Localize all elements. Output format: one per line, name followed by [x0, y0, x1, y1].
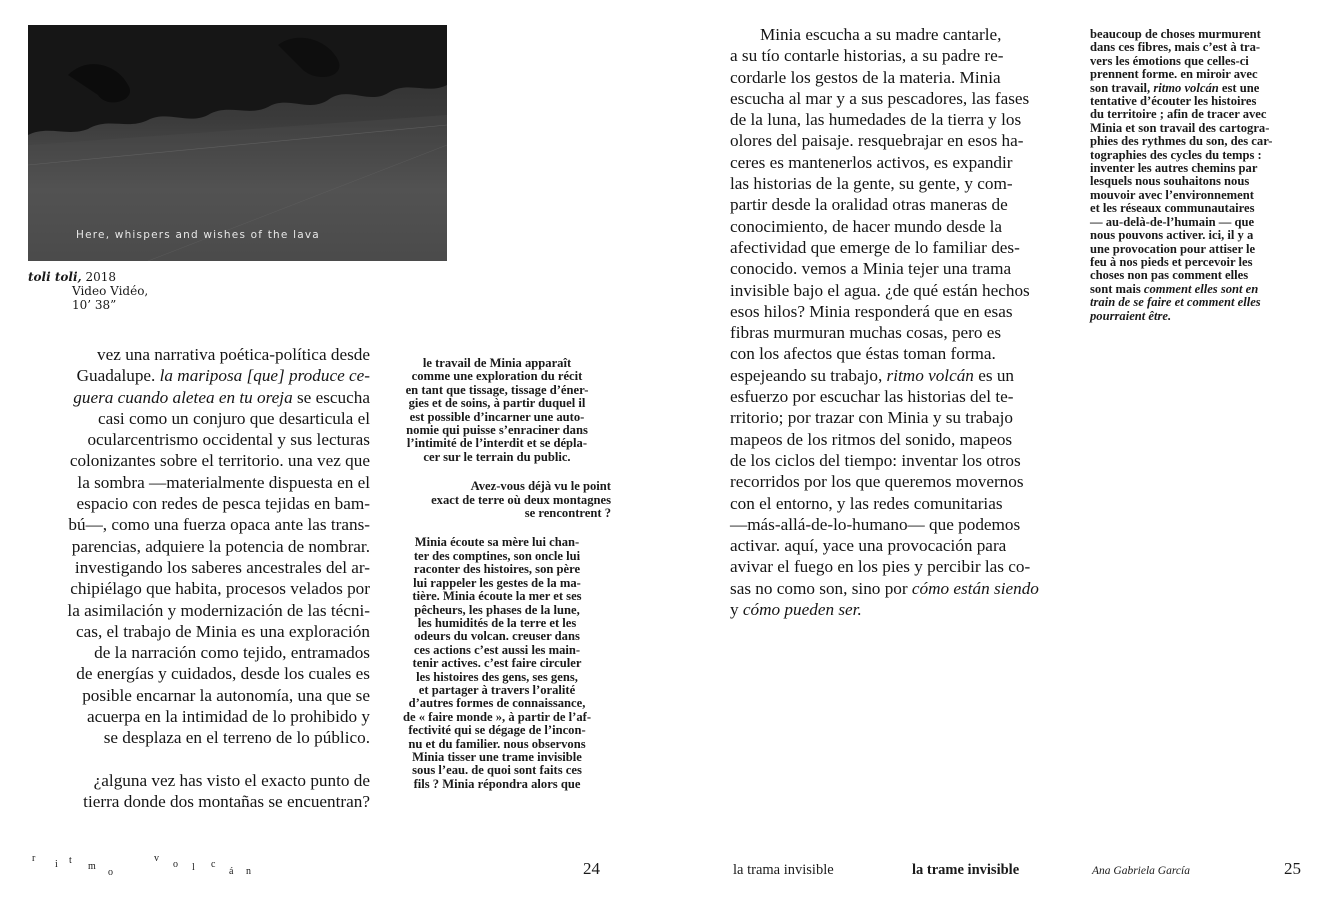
- running-title-fr: la trame invisible: [912, 862, 1020, 878]
- spanish-column-left: [28, 344, 370, 812]
- paragraph: Minia écoute sa mère lui chan- ter des comptines, son oncle lui raconter des histoires, son père lui rappeler les gestes de la ma- tière. Minia écoute la mer et ses pêcheurs, les phases de la lune, les humidités de la terre et les odeurs du volcan. creuser dans ces actions c’est aussi les main- tenir actives. c’est faire circuler les histoires des gens, ses gens, et partager à travers l’oralité d’autres formes de connaissance, de « faire monde », à partir de l’af- fectivité qui se dégage de l’incon- nu et du familier. nous observons Minia tisser une trame invisible sous l’eau. de quoi sont faits ces fils ? Minia répondra alors que: [402, 535, 592, 791]
- author-name: Ana Gabriela García: [1092, 865, 1190, 877]
- video-subtitle: Here, whispers and wishes of the lava: [76, 229, 320, 241]
- spanish-column-right: [730, 24, 1068, 620]
- page-number-right: 25: [1284, 859, 1301, 878]
- work-duration: 10’ 38”: [72, 298, 117, 312]
- paragraph: Minia escucha a su madre cantarle, a su tío contarle historias, a su padre re- cordarle los gestos de la materia. Minia escucha al mar y a sus pescadores, las fases de la luna, las humedades de la tierra y los olores del paisaje. resquebrajar en esos ha- ceres es mantenerlos activos, es expandir las historias de la gente, su gente, y com- partir desde la oralidad otras maneras de conocimiento, de hacer mundo desde la afectividad que emerge de lo familiar des- conocido. vemos a Minia tejer una trama invisible bajo el agua. ¿de qué están hechos esos hilos? Minia responderá que en esas fibras murmuran muchas cosas, pero es con los afectos que éstas toman forma. espejeando su trabajo, ritmo volcán es un esfuerzo por escuchar las historias del te- rritorio; por trazar con Minia y su trabajo mapeos de los ritmos del sonido, mapeos de los ciclos del tiempo: inventar los otros recorridos por los que queremos movernos con el entorno, y las redes comunitarias —más-allá-de-lo-humano— que podemos activar. aquí, yace una provocación para avivar el fuego en los pies y percibir las co- sas no como son, sino por cómo están siendo y cómo pueden ser.: [730, 25, 1039, 620]
- page-number-left: 24: [583, 859, 600, 878]
- running-title-es: la trama invisible: [733, 862, 834, 878]
- work-year: 2018: [81, 270, 117, 284]
- paragraph: beaucoup de choses murmurent dans ces fibres, mais c’est à tra- vers les émotions que celles-ci prennent forme. en miroir avec son travail, ritmo volcán est une tentative d’écouter les histoires du territoire ; afin de tracer avec Minia et son travail des cartogra- phies des rythmes du son, des car- tographies des cycles du temps : inventer les autres chemins par lesquels nous souhaitons nous mouvoir avec l’environnement et les réseaux communautaires — au-delà-de-l’humain — que nous pouvons activer. ici, il y a une provocation pour attiser le feu à nos pieds et percevoir les choses non pas comment elles sont mais comment elles sont en train de se faire et comment elles pourraient être.: [1090, 27, 1273, 323]
- figure-caption: [28, 270, 148, 312]
- question-paragraph: ¿alguna vez has visto el exacto punto de tierra donde dos montañas se encuentran?: [83, 770, 370, 811]
- work-title: toli toli,: [28, 270, 82, 284]
- paragraph: vez una narrativa poética-política desde Guadalupe. la mariposa [que] produce ce- guera cuando aletea en tu oreja se escucha casi como un conjuro que desarticula el ocularcentrismo occidental y sus lecturas colonizantes sobre el territorio. una vez que la sombra —materialmente dispuesta en el espacio con redes de pesca tejidas en bam- bú—, como una fuerza opaca ante las trans- parencias, adquiere la potencia de nombrar. investigando los saberes ancestrales del ar- chipiélago que habita, procesos velados por la asimilación y modernización de las técni- cas, el trabajo de Minia es una exploración de la narración como tejido, entramados de energías y cuidados, desde los cuales es posible encarnar la autonomía, una que se acuerpa en la intimidad de lo prohibido y se desplaza en el terreno de lo público.: [67, 345, 370, 748]
- french-column-left: [383, 357, 611, 791]
- french-column-right: [1090, 28, 1306, 323]
- video-still-image: [28, 25, 447, 261]
- foliage-silhouette: [28, 25, 447, 261]
- question-paragraph: Avez-vous déjà vu le point exact de terre où deux montagnes se rencontrent ?: [431, 479, 611, 521]
- paragraph: le travail de Minia apparaît comme une exploration du récit en tant que tissage, tissage d’éner- gies et de soins, à partir duquel il est possible d’incarner une auto- nomie qui puisse s’enraciner dans l’intimité de l’interdit et se dépla- cer sur le terrain du public.: [405, 356, 589, 464]
- work-medium: Video Vidéo,: [72, 284, 149, 298]
